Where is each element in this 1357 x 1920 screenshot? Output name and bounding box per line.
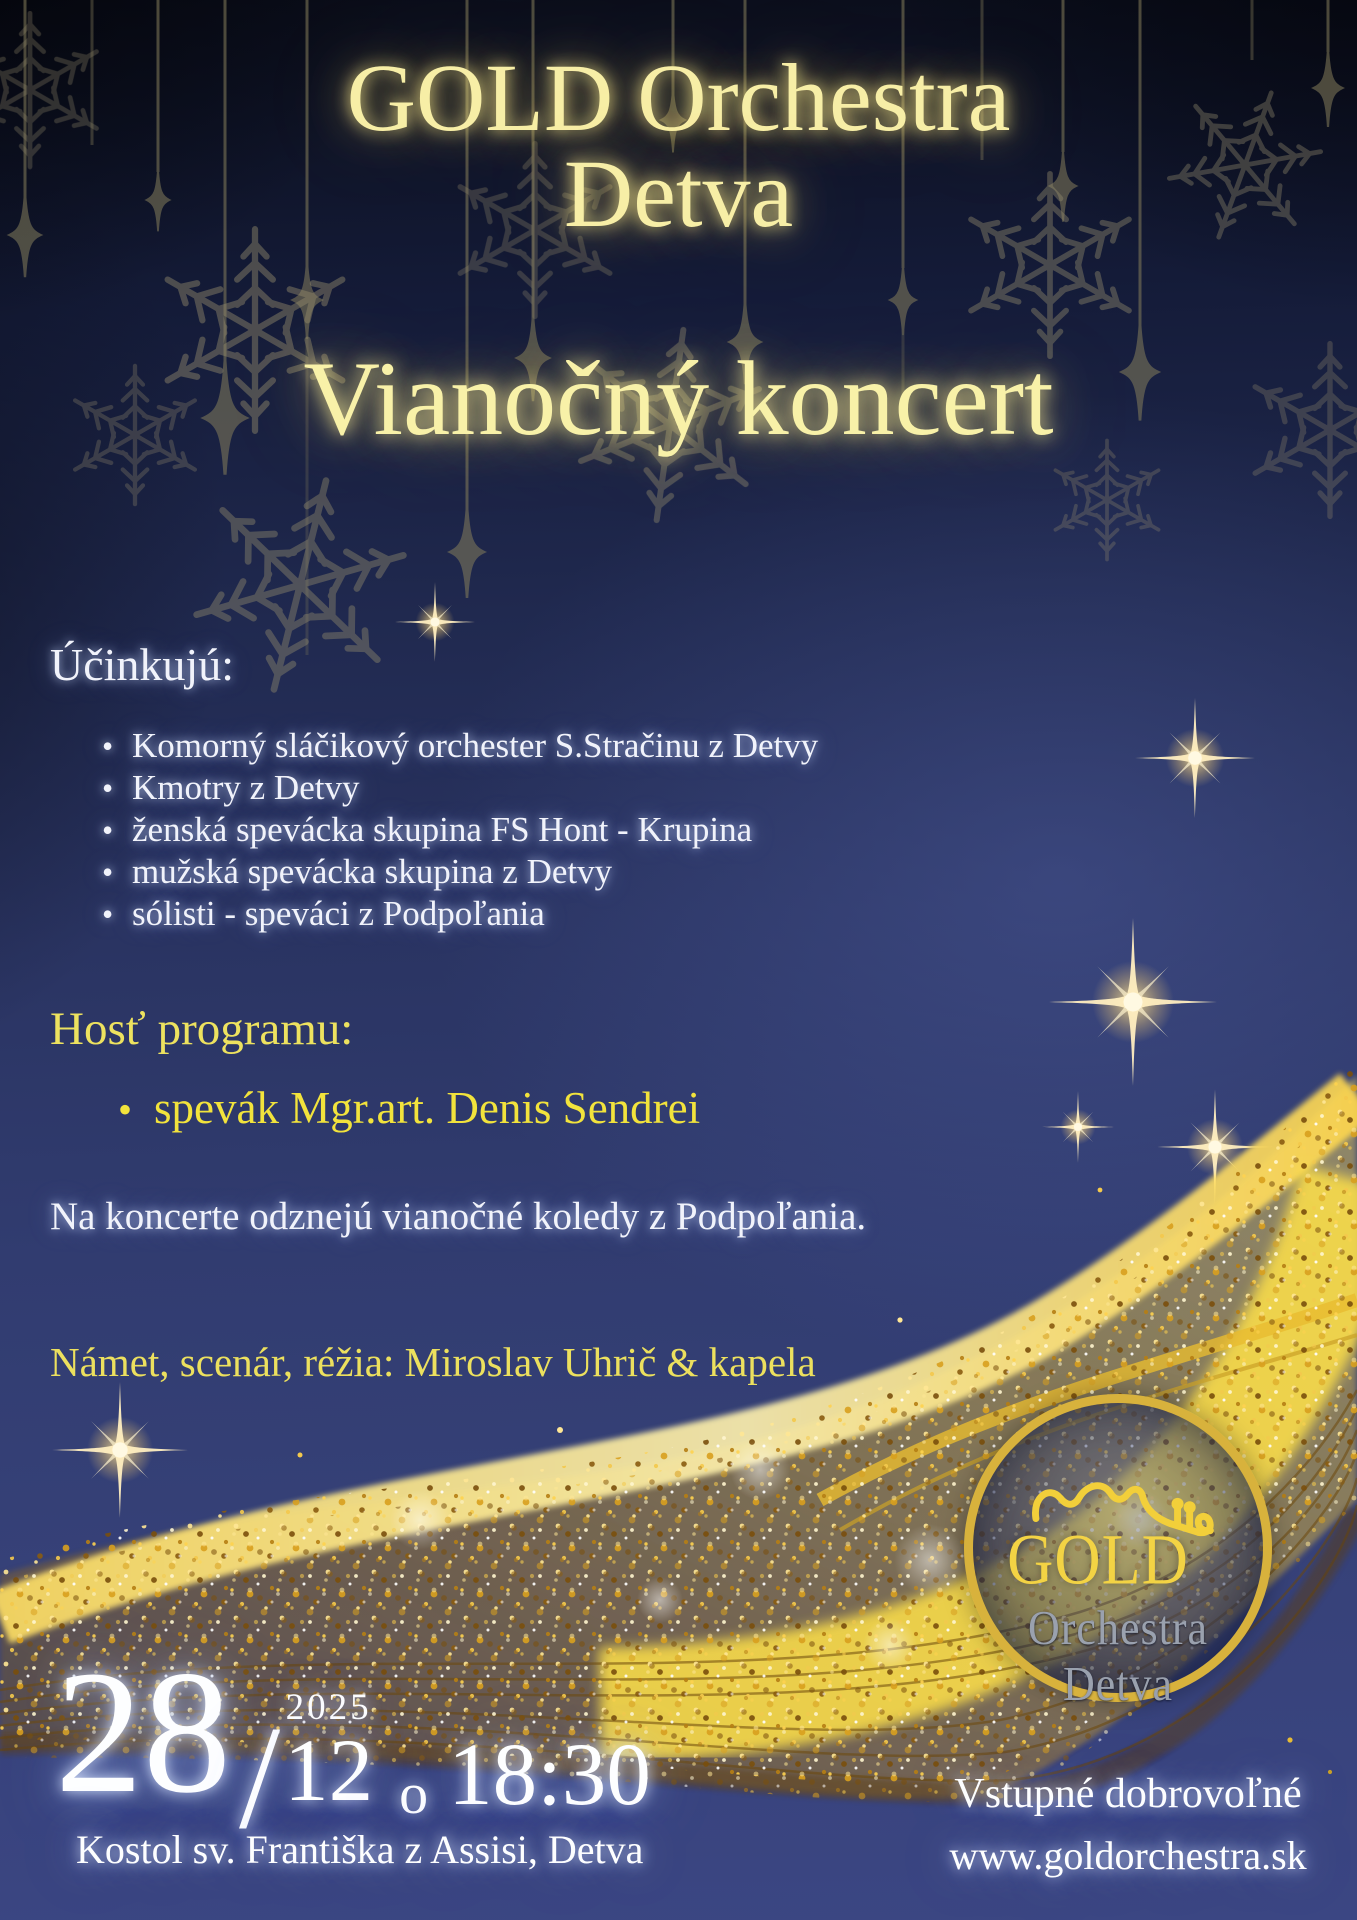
list-item: • Kmotry z Detvy <box>102 767 818 809</box>
event-day: 28 <box>55 1635 231 1830</box>
title-line1: GOLD Orchestra <box>346 44 1011 151</box>
logo-name: GOLD <box>1007 1519 1189 1600</box>
concert-note: Na koncerte odznejú vianočné koledy z Podpoľania. <box>50 1195 867 1238</box>
list-item: • mužská spevácka skupina z Detvy <box>102 851 818 893</box>
performers-section <box>50 638 818 935</box>
guest-list <box>50 1082 700 1134</box>
time-prefix: o <box>399 1761 429 1826</box>
performers-heading: Účinkujú: <box>50 639 234 690</box>
guest-heading: Hosť programu: <box>50 1003 354 1055</box>
admission-line: Vstupné dobrovoľné <box>954 1771 1302 1817</box>
guest-section <box>50 1002 700 1134</box>
performers-list <box>50 725 818 935</box>
title-line2: Detva <box>563 140 794 247</box>
website-link[interactable]: www.goldorchestra.sk <box>949 1833 1307 1878</box>
list-item: • sólisti - speváci z Podpoľania <box>102 893 818 935</box>
page-title <box>0 44 1357 247</box>
event-month: 12 <box>284 1722 374 1820</box>
credits-line: Námet, scenár, réžia: Miroslav Uhrič & kapela <box>50 1339 816 1385</box>
venue-line: Kostol sv. Františka z Assisi, Detva <box>76 1827 644 1872</box>
date-column <box>284 1686 374 1820</box>
list-item: • ženská spevácka skupina FS Hont - Krupina <box>102 809 818 851</box>
orchestra-logo <box>964 1394 1272 1711</box>
footer-info <box>932 1770 1324 1879</box>
date-slash: / <box>239 1696 281 1860</box>
list-item: • spevák Mgr.art. Denis Sendrei <box>118 1082 700 1134</box>
event-subtitle: Vianočný koncert <box>303 340 1054 457</box>
event-time: 18:30 <box>448 1726 651 1824</box>
logo-subname: Orchestra Detva <box>1027 1601 1208 1711</box>
list-item: • Komorný sláčikový orchester S.Stračinu z Detvy <box>102 725 818 767</box>
event-year: 2025 <box>285 1687 372 1728</box>
event-date <box>55 1635 651 1860</box>
